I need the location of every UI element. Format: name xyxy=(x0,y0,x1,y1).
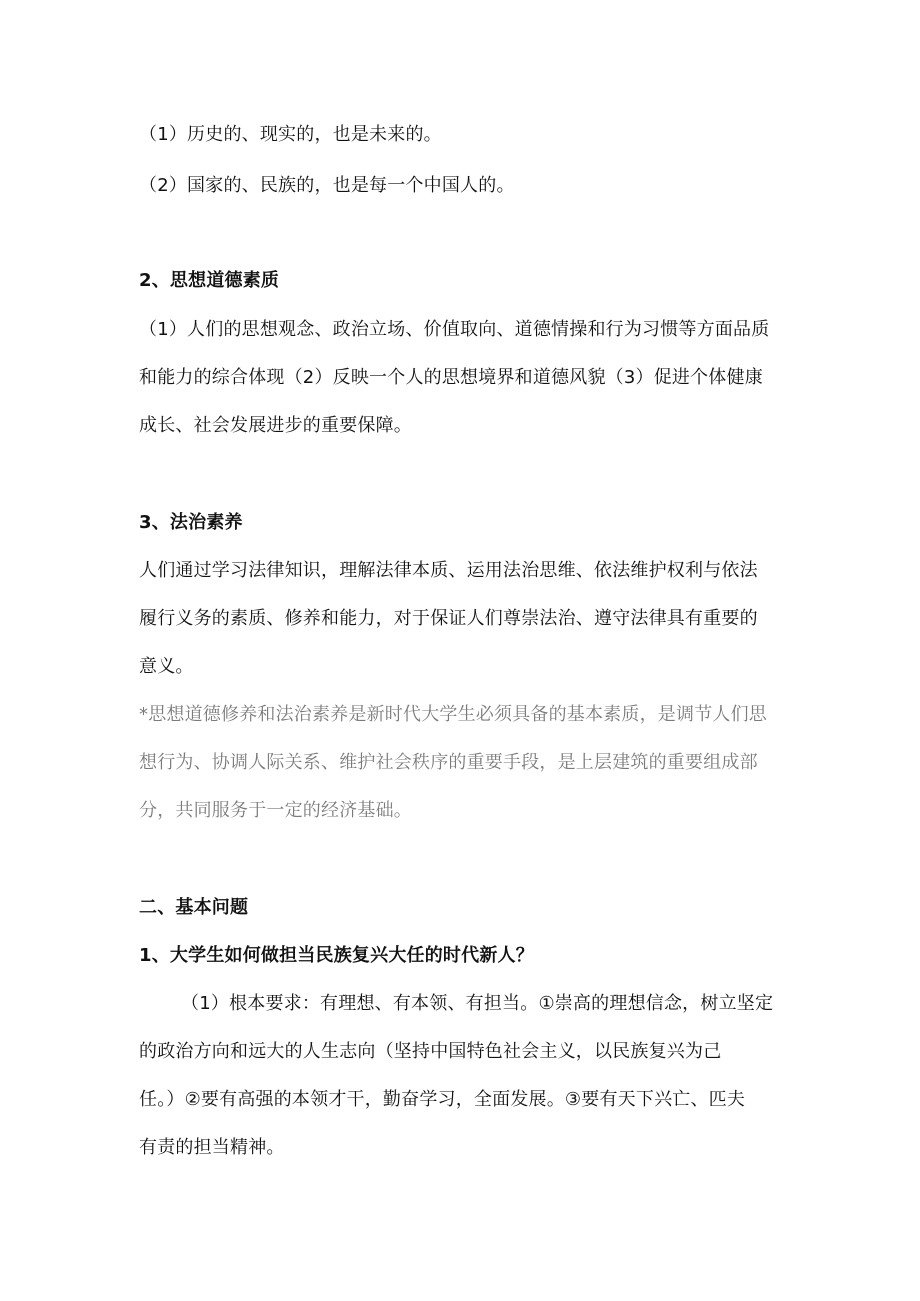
section-heading-moral: 2、思想道德素质 xyxy=(139,270,280,291)
answer-line-2: 的政治方向和远大的人生志向（坚持中国特色社会主义，以民族复兴为己 xyxy=(139,1041,722,1062)
law-line-3: 意义。 xyxy=(139,656,194,677)
section-heading-law: 3、法治素养 xyxy=(139,512,243,533)
answer-line-4: 有责的担当精神。 xyxy=(139,1137,285,1158)
question-heading: 1、大学生如何做担当民族复兴大任的时代新人？ xyxy=(139,945,534,966)
moral-line-3: 成长、社会发展进步的重要保障。 xyxy=(139,415,412,436)
moral-line-1: （1）人们的思想观念、政治立场、价值取向、道德情操和行为习惯等方面品质 xyxy=(139,319,770,340)
intro-line-2: （2）国家的、民族的，也是每一个中国人的。 xyxy=(139,175,515,196)
answer-line-1: （1）根本要求：有理想、有本领、有担当。①崇高的理想信念，树立坚定 xyxy=(181,993,774,1014)
law-line-1: 人们通过学习法律知识，理解法律本质、运用法治思维、依法维护权利与依法 xyxy=(139,560,758,581)
note-line-2: 想行为、协调人际关系、维护社会秩序的重要手段，是上层建筑的重要组成部 xyxy=(139,752,758,773)
intro-line-1: （1）历史的、现实的，也是未来的。 xyxy=(139,124,442,145)
answer-line-3: 任。）②要有高强的本领才干，勤奋学习，全面发展。③要有天下兴亡、匹夫 xyxy=(139,1089,746,1110)
moral-line-2: 和能力的综合体现（2）反映一个人的思想境界和道德风貌（3）促进个体健康 xyxy=(139,367,763,388)
note-line-3: 分，共同服务于一定的经济基础。 xyxy=(139,800,412,821)
section-heading-basic: 二、基本问题 xyxy=(139,897,249,918)
law-line-2: 履行义务的素质、修养和能力，对于保证人们尊崇法治、遵守法律具有重要的 xyxy=(139,608,758,629)
note-line-1: *思想道德修养和法治素养是新时代大学生必须具备的基本素质，是调节人们思 xyxy=(139,704,767,725)
